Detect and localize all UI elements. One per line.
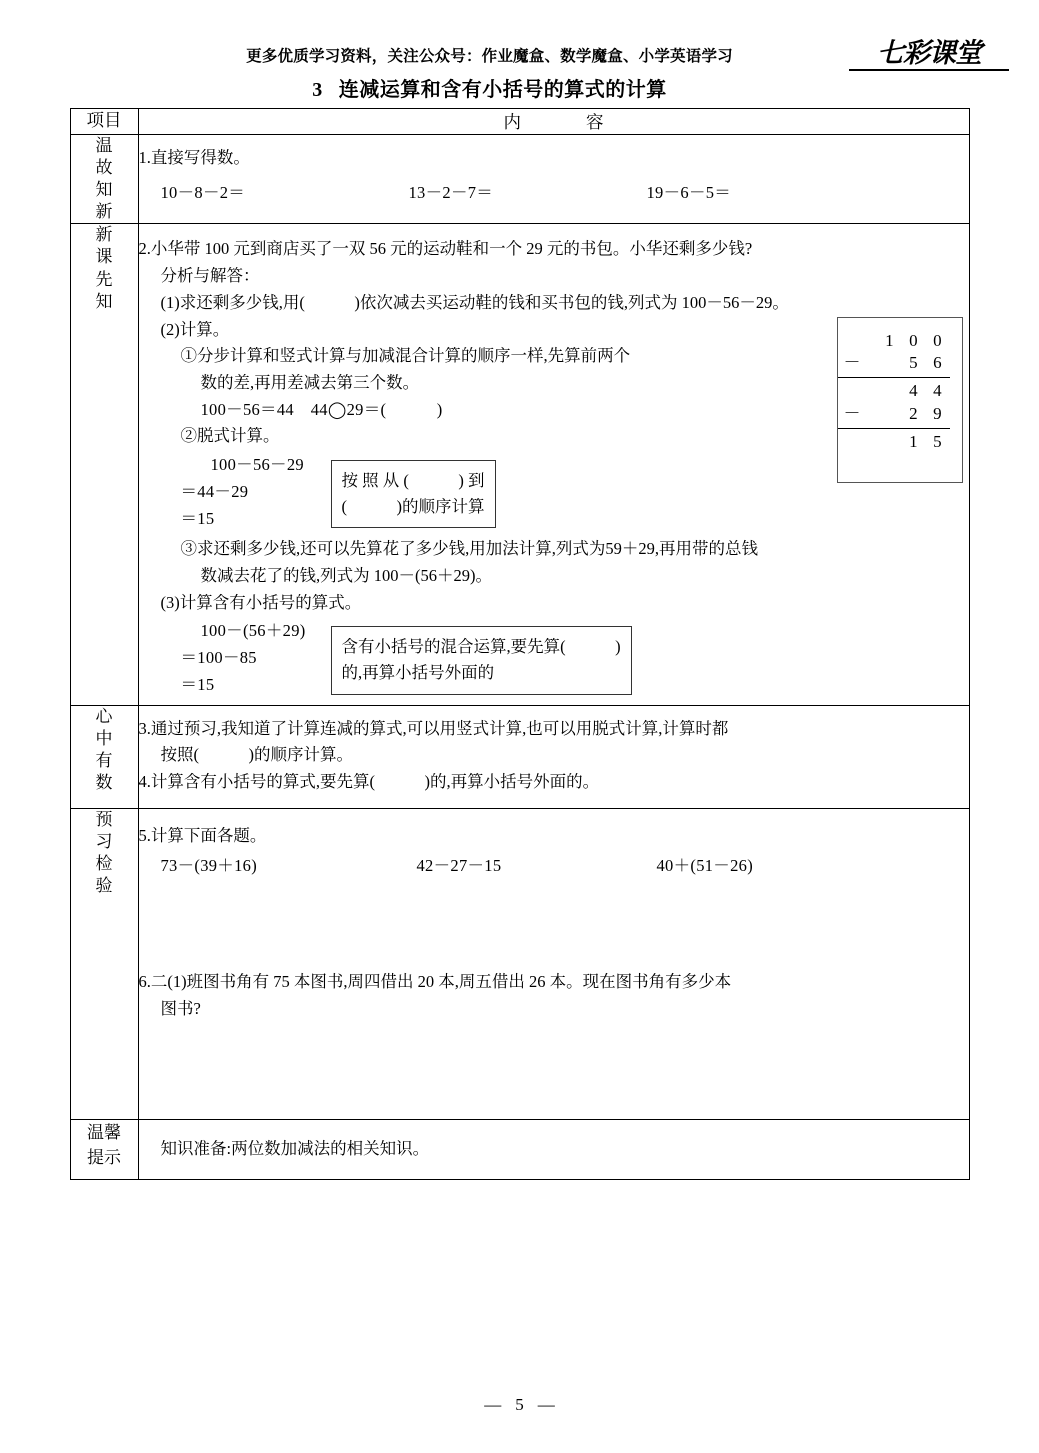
callout2-line2: 的,再算小括号外面的 [341,663,495,682]
review-q1-title: 1.直接写得数。 [138,148,250,167]
row-label-newlesson [70,224,138,705]
row-label-preview-c1: 预 [95,809,113,829]
header-cell-item: 项目 [70,109,138,135]
newlesson-sub2-math-2: ＝15 [180,508,215,528]
row-label-preview-c2: 习 [95,831,113,851]
preview-q5-title: 5.计算下面各题。 [138,825,267,845]
page-header [0,0,1039,100]
answer-space-q5[interactable] [139,883,969,969]
brand-logo-text: 七彩课堂 [877,38,981,69]
callout1-line2: ( )的顺序计算 [341,496,485,516]
table-row-newlesson [70,224,969,705]
lesson-title: 连减运算和含有小括号的算式的计算 [338,79,667,101]
lesson-number: 3 [312,79,323,101]
row-label-newlesson-c2: 课 [95,247,113,267]
table-row-preview [70,808,969,1119]
row-label-tips [70,1119,138,1179]
row-label-tips-c2: 提示 [87,1148,121,1168]
answer-space-q6[interactable] [139,1023,969,1119]
newlesson-analysis-label: 分析与解答： [160,266,260,286]
row-label-understand-c3: 有 [95,750,113,770]
table-header-row [70,109,969,135]
callout-parentheses-rule[interactable] [331,626,632,694]
row-label-review [70,135,138,224]
newlesson-sub2-title: ②脱式计算。 [180,426,280,446]
newlesson-step3-math-2: ＝15 [180,674,215,694]
page-footer [0,1395,1039,1415]
callout2-line1: 含有小括号的混合运算,要先算( ) [341,637,621,657]
row-content-preview [138,808,969,1119]
vertical-calculation-box [837,317,963,483]
row-label-understand-c1: 心 [95,706,113,726]
tips-text: 知识准备:两位数加减法的相关知识。 [160,1138,430,1158]
newlesson-sub3-line2: 数减去花了的钱,列式为 100－(56＋29)。 [200,566,492,585]
vcalc-row-3: 4 4 [909,381,942,401]
page-title [0,73,999,102]
newlesson-step3: (3)计算含有小括号的算式。 [160,592,362,612]
row-content-tips [138,1119,969,1179]
understand-q4[interactable]: 4.计算含有小括号的算式,要先算( )的,再算小括号外面的。 [138,772,600,792]
row-label-review-c1: 温 [95,136,113,155]
newlesson-sub1-math[interactable]: 100－56＝44 44◯29＝( ) [200,399,443,419]
row-label-understand [70,705,138,808]
newlesson-sub2-math-0: 100－56－29 [210,455,304,475]
understand-q3-line2[interactable]: 按照( )的顺序计算。 [160,745,353,765]
newlesson-step1[interactable]: (1)求还剩多少钱,用( )依次减去买运动鞋的钱和买书包的钱,列式为 100－56－29。 [160,292,789,312]
row-label-preview-c4: 验 [95,876,113,896]
table-row-understand [70,705,969,808]
promo-banner: 更多优质学习资料，关注公众号：作业魔盒、数学魔盒、小学英语学习 [246,48,733,65]
brand-logo-rule [849,69,1009,71]
row-label-newlesson-c4: 知 [95,291,113,311]
callout-order-of-operations[interactable] [331,460,496,528]
review-item-2[interactable]: 19－6－5＝ [646,182,732,202]
newlesson-sub1-line2: 数的差,再用差减去第三个数。 [200,372,420,392]
vcalc-row-5: 1 5 [909,431,942,451]
table-row-review [70,135,969,224]
row-content-newlesson [138,224,969,705]
newlesson-step3-math-0: 100－(56＋29) [200,621,306,641]
minus-sign-2: － [843,403,861,423]
newlesson-q2-title: 2.小华带 100 元到商店买了一双 56 元的运动鞋和一个 29 元的书包。小华还剩多少钱? [138,239,753,259]
row-content-review [138,135,969,224]
review-item-1[interactable]: 13－2－7＝ [408,182,494,202]
footer-dash-left: — [484,1395,502,1414]
newlesson-step3-math-1: ＝100－85 [180,648,257,668]
preview-q6-line2: 图书? [160,999,201,1019]
preview-item-2[interactable]: 40＋(51－26) [656,856,753,876]
table-row-tips [70,1119,969,1179]
vcalc-row-4: － 2 9 [838,403,950,429]
callout1-line1: 按 照 从 ( ) 到 [341,471,485,491]
brand-logo [849,40,1009,71]
newlesson-sub1-line1: ①分步计算和竖式计算与加减混合计算的顺序一样,先算前两个 [180,346,631,366]
preview-item-1[interactable]: 42－27－15 [416,856,502,876]
row-label-understand-c2: 中 [95,728,113,748]
row-label-preview-c3: 检 [95,853,113,873]
newlesson-sub3-line1: ③求还剩多少钱,还可以先算花了多少钱,用加法计算,列式为59＋29,再用带的总钱 [180,539,758,559]
review-q1-items [161,180,969,210]
preview-q6-line1: 6.二(1)班图书角有 75 本图书,周四借出 20 本,周五借出 26 本。现在图书角有多少本 [138,972,732,992]
preview-q5-items [161,853,969,883]
row-content-understand [138,705,969,808]
row-label-newlesson-c1: 新 [95,225,113,245]
page-number: 5 [515,1395,524,1414]
footer-dash-right: — [537,1395,555,1414]
row-label-preview [70,808,138,1119]
preview-item-0[interactable]: 73－(39＋16) [160,856,257,876]
vertical-calculation [838,330,950,454]
row-label-review-c2: 故 [95,158,113,178]
row-label-review-c4: 新 [95,202,113,222]
understand-q3-line1: 3.通过预习,我知道了计算连减的算式,可以用竖式计算,也可以用脱式计算,计算时都 [138,718,729,738]
row-label-review-c3: 知 [95,180,113,200]
row-label-tips-c1: 温馨 [87,1122,121,1142]
newlesson-step2: (2)计算。 [160,319,230,339]
worksheet-table [70,108,970,1180]
vcalc-row-2: － 5 6 [838,352,950,378]
review-item-0[interactable]: 10－8－2＝ [160,182,246,202]
newlesson-sub2-math-1: ＝44－29 [180,481,249,501]
minus-sign-1: － [843,353,861,373]
row-label-understand-c4: 数 [95,772,113,792]
vcalc-row-1: 1 0 0 [885,330,942,350]
row-label-newlesson-c3: 先 [95,269,113,289]
header-cell-content: 内 容 [138,109,969,135]
